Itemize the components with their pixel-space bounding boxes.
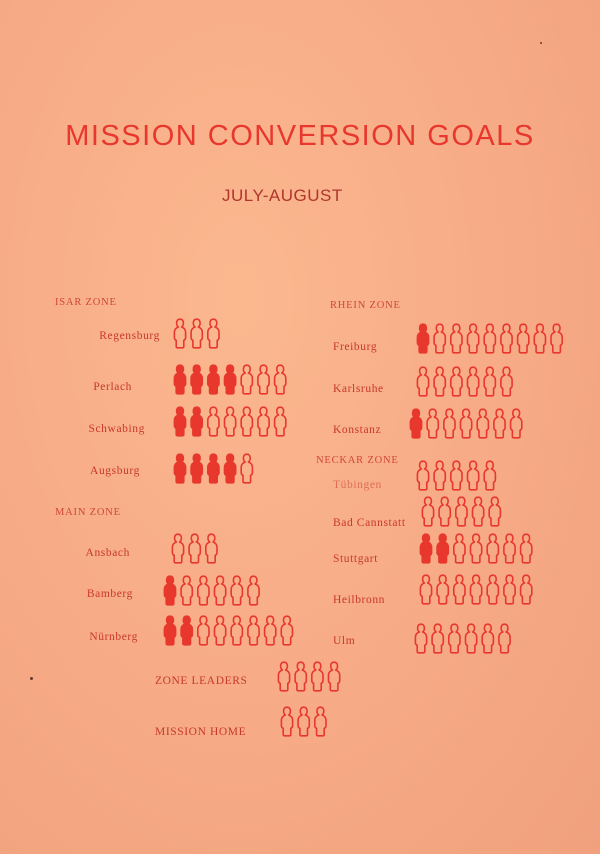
figure-group [172, 406, 289, 437]
person-figure-filled-icon [437, 534, 448, 563]
person-figure-outline-icon [417, 461, 428, 490]
figure-group [172, 453, 256, 484]
person-figure-outline-icon [484, 324, 495, 353]
person-figure-outline-icon [467, 367, 478, 396]
figure-group [415, 366, 515, 397]
person-figure-outline-icon [198, 576, 209, 605]
city-label-ansbach: Ansbach [85, 547, 130, 559]
person-figure-outline-icon [174, 319, 185, 348]
person-figure-outline-icon [468, 461, 479, 490]
person-figure-outline-icon [487, 575, 498, 604]
person-figure-outline-icon [484, 367, 495, 396]
person-figure-outline-icon [224, 407, 235, 436]
zone-label-rhein: RHEIN ZONE [330, 300, 401, 311]
person-figure-filled-icon [191, 454, 202, 483]
person-figure-outline-icon [241, 454, 252, 483]
person-figure-outline-icon [451, 461, 462, 490]
label-zone-leaders: ZONE LEADERS [155, 675, 248, 687]
city-label-bamberg: Bamberg [86, 588, 133, 600]
person-figure-outline-icon [206, 534, 217, 563]
person-figure-outline-icon [191, 319, 202, 348]
person-figure-filled-icon [225, 454, 236, 483]
person-figure-filled-icon [224, 365, 235, 394]
person-figure-outline-icon [470, 575, 481, 604]
person-figure-outline-icon [281, 707, 292, 736]
person-figure-outline-icon [265, 616, 276, 645]
person-figure-filled-icon [174, 407, 185, 436]
person-figure-outline-icon [432, 624, 443, 653]
figure-group [279, 706, 329, 737]
person-figure-filled-icon [417, 324, 428, 353]
person-figure-outline-icon [482, 624, 493, 653]
person-figure-outline-icon [437, 575, 448, 604]
person-figure-outline-icon [451, 324, 462, 353]
person-figure-outline-icon [231, 576, 242, 605]
person-figure-outline-icon [312, 662, 323, 691]
person-figure-filled-icon [164, 576, 175, 605]
city-label-augsburg: Augsburg [90, 465, 140, 477]
city-label-nurnberg: Nürnberg [89, 631, 138, 643]
person-figure-outline-icon [551, 324, 562, 353]
person-figure-outline-icon [427, 409, 438, 438]
person-figure-outline-icon [484, 461, 495, 490]
person-figure-filled-icon [191, 365, 202, 394]
person-figure-outline-icon [315, 707, 326, 736]
person-figure-outline-icon [467, 324, 478, 353]
person-figure-outline-icon [504, 534, 515, 563]
figure-group [420, 496, 504, 527]
person-figure-outline-icon [172, 534, 183, 563]
page-subtitle: JULY-AUGUST [222, 186, 343, 205]
person-figure-outline-icon [281, 616, 292, 645]
person-figure-filled-icon [164, 616, 175, 645]
city-label-tubingen: Tübingen [333, 479, 382, 491]
zone-label-neckar: NECKAR ZONE [316, 455, 399, 466]
person-figure-outline-icon [328, 662, 339, 691]
person-figure-filled-icon [174, 365, 185, 394]
city-label-heilbronn: Heilbronn [333, 594, 386, 606]
city-label-ulm: Ulm [333, 635, 356, 647]
person-figure-outline-icon [499, 624, 510, 653]
person-figure-outline-icon [521, 534, 532, 563]
city-label-stuttgart: Stuttgart [333, 553, 379, 565]
person-figure-outline-icon [460, 409, 471, 438]
person-figure-outline-icon [275, 365, 286, 394]
person-figure-outline-icon [434, 461, 445, 490]
figure-group [415, 323, 565, 354]
figure-group [172, 318, 222, 349]
person-figure-outline-icon [415, 624, 426, 653]
person-figure-outline-icon [241, 365, 252, 394]
person-figure-outline-icon [501, 324, 512, 353]
person-figure-outline-icon [454, 534, 465, 563]
person-figure-outline-icon [258, 365, 269, 394]
person-figure-outline-icon [198, 616, 209, 645]
person-figure-outline-icon [278, 662, 289, 691]
figure-group [415, 460, 499, 491]
figure-group [276, 661, 343, 692]
person-figure-outline-icon [534, 324, 545, 353]
paper-speck [30, 677, 33, 680]
person-figure-outline-icon [451, 367, 462, 396]
paper-speck [540, 42, 542, 44]
person-figure-outline-icon [248, 576, 259, 605]
figure-group [418, 574, 535, 605]
city-label-regensburg: Regensburg [99, 330, 160, 342]
figure-group [162, 615, 296, 646]
figure-group [408, 408, 525, 439]
person-figure-outline-icon [501, 367, 512, 396]
person-figure-outline-icon [422, 497, 433, 526]
person-figure-outline-icon [417, 367, 428, 396]
person-figure-outline-icon [456, 497, 467, 526]
figure-group [413, 623, 513, 654]
figure-group [418, 533, 535, 564]
label-mission-home: MISSION HOME [155, 726, 247, 738]
person-figure-outline-icon [208, 407, 219, 436]
person-figure-filled-icon [420, 534, 431, 563]
person-figure-filled-icon [174, 454, 185, 483]
person-figure-outline-icon [189, 534, 200, 563]
person-figure-outline-icon [434, 324, 445, 353]
person-figure-outline-icon [248, 616, 259, 645]
person-figure-outline-icon [181, 576, 192, 605]
person-figure-outline-icon [214, 576, 225, 605]
person-figure-outline-icon [465, 624, 476, 653]
city-label-bad-cannstatt: Bad Cannstatt [333, 517, 406, 529]
person-figure-filled-icon [208, 365, 219, 394]
person-figure-outline-icon [231, 616, 242, 645]
person-figure-outline-icon [434, 367, 445, 396]
person-figure-outline-icon [420, 575, 431, 604]
city-label-schwabing: Schwabing [88, 423, 145, 435]
person-figure-outline-icon [511, 409, 522, 438]
person-figure-outline-icon [214, 616, 225, 645]
person-figure-outline-icon [439, 497, 450, 526]
person-figure-outline-icon [477, 409, 488, 438]
person-figure-outline-icon [494, 409, 505, 438]
figure-group [172, 364, 289, 395]
page-title: MISSION CONVERSION GOALS [65, 120, 535, 152]
person-figure-outline-icon [521, 575, 532, 604]
person-figure-outline-icon [241, 407, 252, 436]
person-figure-outline-icon [275, 407, 286, 436]
person-figure-filled-icon [191, 407, 202, 436]
person-figure-filled-icon [208, 454, 219, 483]
city-label-karlsruhe: Karlsruhe [333, 383, 384, 395]
person-figure-filled-icon [181, 616, 192, 645]
person-figure-outline-icon [208, 319, 219, 348]
person-figure-outline-icon [298, 707, 309, 736]
city-label-konstanz: Konstanz [333, 424, 382, 436]
person-figure-outline-icon [504, 575, 515, 604]
person-figure-outline-icon [444, 409, 455, 438]
person-figure-outline-icon [487, 534, 498, 563]
person-figure-outline-icon [518, 324, 529, 353]
city-label-freiburg: Freiburg [333, 341, 378, 353]
person-figure-outline-icon [449, 624, 460, 653]
person-figure-outline-icon [295, 662, 306, 691]
person-figure-filled-icon [410, 409, 421, 438]
person-figure-outline-icon [473, 497, 484, 526]
person-figure-outline-icon [489, 497, 500, 526]
person-figure-outline-icon [258, 407, 269, 436]
zone-label-main: MAIN ZONE [55, 507, 121, 518]
person-figure-outline-icon [454, 575, 465, 604]
zone-label-isar: ISAR ZONE [55, 297, 117, 308]
person-figure-outline-icon [470, 534, 481, 563]
figure-group [170, 533, 220, 564]
city-label-perlach: Perlach [93, 381, 132, 393]
figure-group [162, 575, 262, 606]
